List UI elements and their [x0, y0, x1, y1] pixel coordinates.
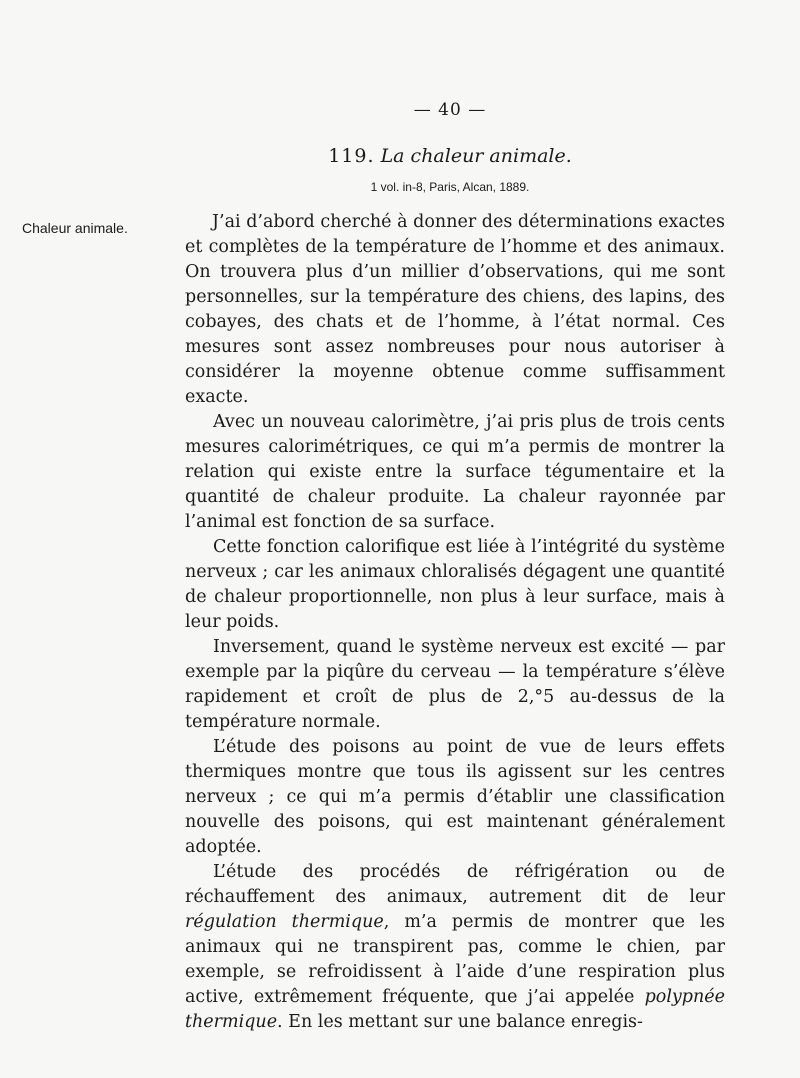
- paragraph-text: . En les mettant sur une balance enregis-: [277, 1012, 643, 1032]
- paragraph: J’ai d’abord cherché à donner des déterminations exactes et complètes de la température de l’homme et des animaux. On trouvera plus d’un millier d’observations, qui me sont personnelles, sur la température des chiens, des lapins, des cobayes, des chats et de l’homme, à l’état normal. Ces mesures sont assez nombreuses pour nous autoriser à considérer la moyenne obtenue comme suffisamment exacte.: [185, 212, 725, 407]
- paragraph-text: L’étude des procédés de réfrigération ou de réchauffement des animaux, autrement dit de leur: [185, 862, 725, 907]
- paragraph-text: , m’a permis de montrer que les animaux qui ne transpirent pas, comme le chien, par exemple, se refroidissent à l’aide d’une respiration plus active, extrêmement fréquente, que j’ai appelée: [185, 912, 725, 1007]
- entry-title: La chaleur animale.: [380, 145, 572, 167]
- margin-note: Chaleur animale.: [22, 220, 128, 236]
- entry-subtitle: 1 vol. in-8, Paris, Alcan, 1889.: [370, 180, 530, 194]
- entry-heading: [0, 145, 800, 167]
- emphasis-term: polypnée thermique: [185, 987, 725, 1032]
- emphasis-term: régulation thermique: [185, 912, 384, 932]
- paragraph: Cette fonction calorifique est liée à l’intégrité du système nerveux ; car les animaux chloralisés dégagent une quantité de chaleur proportionnelle, non plus à leur surface, mais à leur poids.: [185, 537, 725, 632]
- body-text: [185, 210, 725, 1035]
- paragraph: Inversement, quand le système nerveux est excité — par exemple par la piqûre du cerveau — la température s’élève rapidement et croît de plus de 2,°5 au-dessus de la température normale.: [185, 637, 725, 732]
- page-number: — 40 —: [413, 100, 487, 120]
- paragraph: Avec un nouveau calorimètre, j’ai pris plus de trois cents mesures calorimétriques, ce qui m’a permis de montrer la relation qui existe entre la surface tégumentaire et la quantité de chaleur produite. La chaleur rayonnée par l’animal est fonction de sa surface.: [185, 412, 725, 532]
- entry-number: 119.: [328, 145, 375, 167]
- paragraph: L’étude des poisons au point de vue de leurs effets thermiques montre que tous ils agissent sur les centres nerveux ; ce qui m’a permis d’établir une classification nouvelle des poisons, qui est maintenant généralement adoptée.: [185, 737, 725, 857]
- paragraph: [185, 860, 725, 1035]
